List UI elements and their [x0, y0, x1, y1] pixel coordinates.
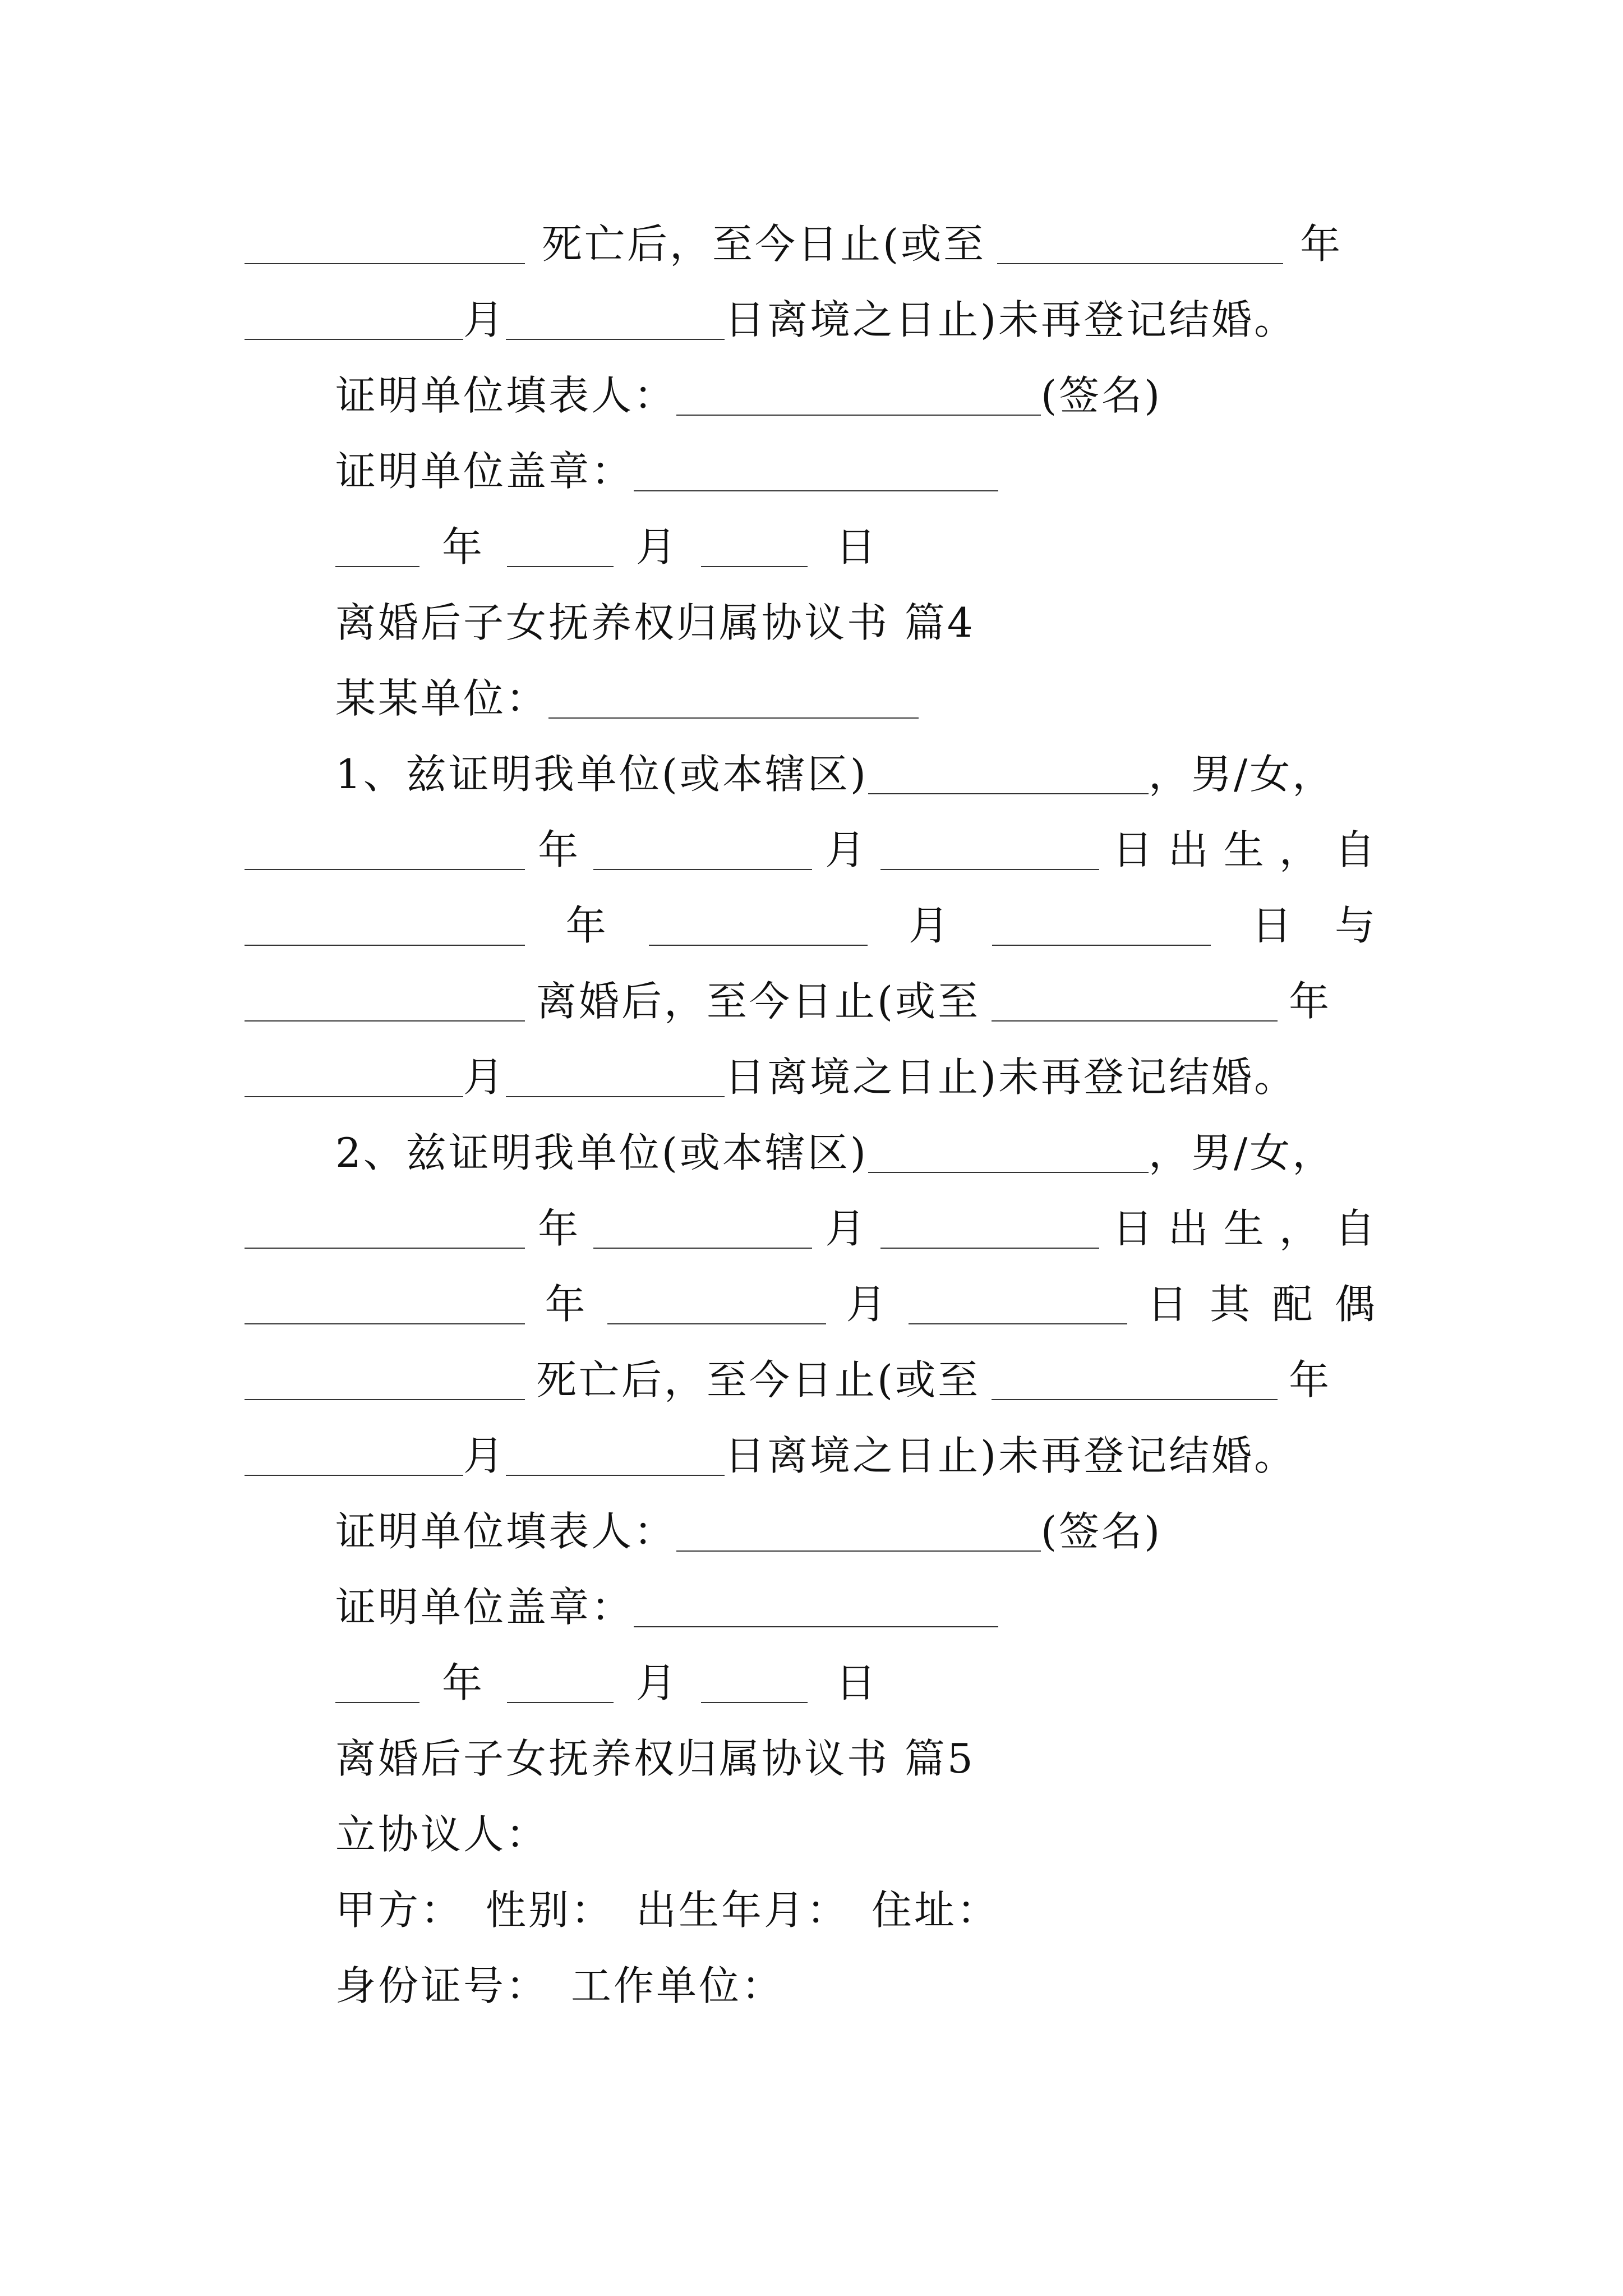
text-segment: 月: [463, 1432, 506, 1479]
unit-label: 某某单位：: [335, 675, 549, 722]
party-a-line: [335, 1879, 1468, 1941]
date-day-label: 日: [836, 1659, 879, 1706]
blank-field: [506, 1057, 725, 1097]
section-heading-4: 离婚后子女抚养权归属协议书 篇4: [335, 599, 975, 646]
text-segment: 月: [908, 902, 951, 949]
address-label: 住址：: [872, 1887, 1000, 1934]
text-segment: 年: [538, 1205, 581, 1252]
blank-field: [992, 981, 1278, 1022]
date-year-label: 年: [442, 523, 485, 570]
filler-line: [335, 365, 1468, 426]
id-number-label: 身份证号：: [335, 1962, 549, 2009]
text-segment: 年: [1289, 1356, 1332, 1404]
text-segment: 生: [1223, 826, 1266, 873]
blank-field: [507, 527, 614, 567]
item-2-line-e: [245, 1425, 1377, 1487]
filler-blank: [676, 375, 1041, 416]
text-segment: 2、兹证明我单位(或本辖区): [335, 1129, 868, 1176]
text-segment: ，: [1279, 1205, 1322, 1252]
section-heading-5: 离婚后子女抚养权归属协议书 篇5: [335, 1735, 975, 1782]
blank-field: [701, 1663, 808, 1703]
seal-blank: [634, 1587, 998, 1627]
item-2-line-c: [245, 1273, 1377, 1335]
text-segment: ，男/女，: [1149, 1129, 1335, 1176]
blank-field: [245, 830, 525, 870]
text-segment: 配: [1272, 1281, 1315, 1328]
text-line: [245, 289, 1377, 351]
item-1-line-b: [245, 819, 1377, 881]
date-year-label: 年: [442, 1659, 485, 1706]
text-segment: 死亡后，至今日止(或至: [536, 1356, 981, 1404]
blank-field: [245, 224, 525, 264]
blank-field: [335, 1663, 419, 1703]
blank-field: [506, 1435, 725, 1476]
blank-field: [245, 981, 525, 1022]
text-segment: 出: [1168, 826, 1211, 873]
seal-label: 证明单位盖章：: [335, 1584, 634, 1631]
blank-field: [245, 905, 525, 946]
text-segment: 离婚后，至今日止(或至: [536, 978, 981, 1025]
text-segment: 日离境之日止)未再登记结婚。: [725, 1053, 1297, 1101]
blank-field: [593, 1208, 812, 1249]
party-a-id-line: [335, 1955, 1468, 2017]
text-segment: 日离境之日止)未再登记结婚。: [725, 1432, 1297, 1479]
text-segment: 月: [463, 1053, 506, 1101]
text-segment: 死亡后，至今日止(或至: [542, 220, 986, 268]
text-segment: 年: [565, 902, 608, 949]
text-segment: 日: [1147, 1281, 1190, 1328]
date-month-label: 月: [636, 1659, 679, 1706]
seal-label: 证明单位盖章：: [335, 448, 634, 495]
signature-label: (签名): [1041, 1508, 1163, 1555]
unit-blank: [548, 678, 919, 719]
date-day-label: 日: [836, 523, 879, 570]
text-segment: 其: [1209, 1281, 1252, 1328]
text-segment: 月: [825, 826, 868, 873]
blank-field: [507, 1663, 614, 1703]
blank-field: [880, 1208, 1099, 1249]
seal-blank: [634, 451, 998, 491]
seal-line: [335, 1576, 1468, 1638]
blank-field: [245, 1057, 463, 1097]
blank-field: [868, 1133, 1149, 1173]
blank-field: [997, 224, 1283, 264]
blank-field: [506, 300, 725, 340]
blank-field: [245, 1284, 525, 1324]
item-2-line-d: [245, 1349, 1377, 1411]
text-segment: 月: [846, 1281, 889, 1328]
text-segment: 年: [545, 1281, 588, 1328]
text-segment: 日离境之日止)未再登记结婚。: [725, 296, 1297, 343]
text-segment: 1、兹证明我单位(或本辖区): [335, 751, 868, 798]
blank-field: [992, 1360, 1278, 1400]
filler-blank: [676, 1511, 1041, 1552]
text-segment: 年: [1300, 220, 1343, 268]
party-a-label: 甲方：: [335, 1887, 464, 1934]
text-segment: 偶: [1334, 1281, 1377, 1328]
text-segment: 月: [825, 1205, 868, 1252]
blank-field: [245, 1208, 525, 1249]
blank-field: [245, 300, 463, 340]
blank-field: [701, 527, 808, 567]
filler-label: 证明单位填表人：: [335, 1508, 677, 1555]
date-line: [335, 1652, 1468, 1714]
blank-field: [607, 1284, 826, 1324]
text-line: [245, 213, 1377, 275]
blank-field: [880, 830, 1099, 870]
item-1-line-e: [245, 1046, 1377, 1108]
unit-line: [335, 668, 1468, 729]
item-1-line-d: [245, 970, 1377, 1032]
text-segment: 生: [1223, 1205, 1266, 1252]
blank-field: [868, 754, 1149, 794]
blank-field: [245, 1435, 463, 1476]
date-month-label: 月: [636, 523, 679, 570]
text-segment: 自: [1334, 1205, 1377, 1252]
item-1-line-a: [335, 743, 1377, 805]
text-segment: 与: [1334, 902, 1377, 949]
filler-line: [335, 1501, 1468, 1562]
parties-line: 立协议人：: [335, 1811, 549, 1858]
item-1-line-c: [245, 895, 1377, 956]
signature-label: (签名): [1041, 372, 1163, 419]
blank-field: [909, 1284, 1127, 1324]
text-segment: 月: [463, 296, 506, 343]
blank-field: [649, 905, 868, 946]
text-segment: 自: [1334, 826, 1377, 873]
blank-field: [992, 905, 1211, 946]
date-line: [335, 516, 1468, 578]
filler-label: 证明单位填表人：: [335, 372, 677, 419]
employer-label: 工作单位：: [571, 1962, 785, 2009]
seal-line: [335, 440, 1468, 502]
text-segment: ，男/女，: [1149, 751, 1335, 798]
blank-field: [335, 527, 419, 567]
text-segment: 日: [1112, 1205, 1155, 1252]
blank-field: [245, 1360, 525, 1400]
text-segment: 日: [1251, 902, 1294, 949]
text-segment: ，: [1279, 826, 1322, 873]
text-segment: 出: [1168, 1205, 1211, 1252]
blank-field: [593, 830, 812, 870]
gender-label: 性别：: [486, 1887, 614, 1934]
text-segment: 年: [1289, 978, 1332, 1025]
text-segment: 年: [538, 826, 581, 873]
item-2-line-b: [245, 1198, 1377, 1259]
text-segment: 日: [1112, 826, 1155, 873]
item-2-line-a: [335, 1122, 1377, 1184]
birth-date-label: 出生年月：: [636, 1887, 850, 1934]
